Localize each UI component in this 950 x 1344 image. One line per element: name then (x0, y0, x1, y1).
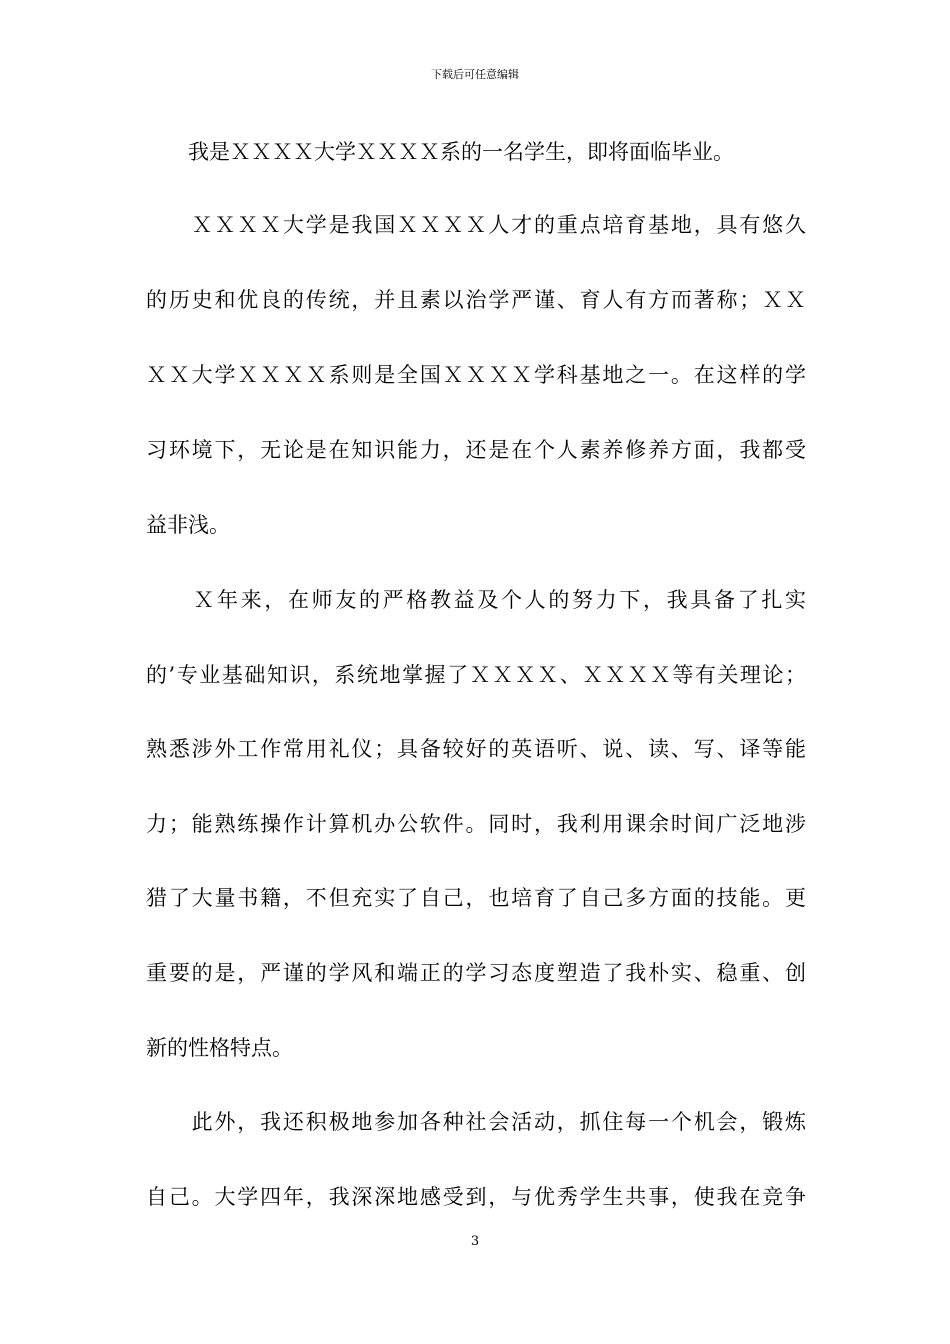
paragraph-line: 力；能熟练操作计算机办公软件。同时，我利用课余时间广泛地涉 (146, 812, 806, 836)
paragraph-line: 的历史和优良的传统，并且素以治学严谨、育人有方而著称；ＸＸ (146, 288, 806, 312)
paragraph-line: Ｘ年来，在师友的严格教益及个人的努力下，我具备了扎实 (146, 588, 806, 612)
paragraph-line: ＸＸＸＸ大学是我国ＸＸＸＸ人才的重点培育基地，具有悠久 (146, 213, 806, 237)
paragraph-line: 重要的是，严谨的学风和端正的学习态度塑造了我朴实、稳重、创 (146, 961, 806, 985)
paragraph-line: 自己。大学四年，我深深地感受到，与优秀学生共事，使我在竞争 (146, 1185, 806, 1209)
paragraph-line: 我是ＸＸＸＸ大学ＸＸＸＸ系的一名学生，即将面临毕业。 (146, 140, 734, 164)
paragraph-line: 新的性格特点。 (146, 1036, 293, 1060)
paragraph-line: ＸＸ大学ＸＸＸＸ系则是全国ＸＸＸＸ学科基地之一。在这样的学 (146, 363, 806, 387)
paragraph-line: 此外，我还积极地参加各种社会活动，抓住每一个机会，锻炼 (146, 1110, 806, 1134)
page-number: 3 (470, 1234, 480, 1249)
page-header: 下载后可任意编辑 (431, 68, 519, 81)
paragraph-line: 的’专业基础知识，系统地掌握了ＸＸＸＸ、ＸＸＸＸ等有关理论； (146, 663, 806, 687)
paragraph-line: 猎了大量书籍，不但充实了自己，也培育了自己多方面的技能。更 (146, 886, 806, 910)
paragraph-line: 习环境下，无论是在知识能力，还是在个人素养修养方面，我都受 (146, 438, 806, 462)
paragraph-line: 熟悉涉外工作常用礼仪；具备较好的英语听、说、读、写、译等能 (146, 737, 806, 761)
paragraph-line: 益非浅。 (146, 513, 230, 537)
